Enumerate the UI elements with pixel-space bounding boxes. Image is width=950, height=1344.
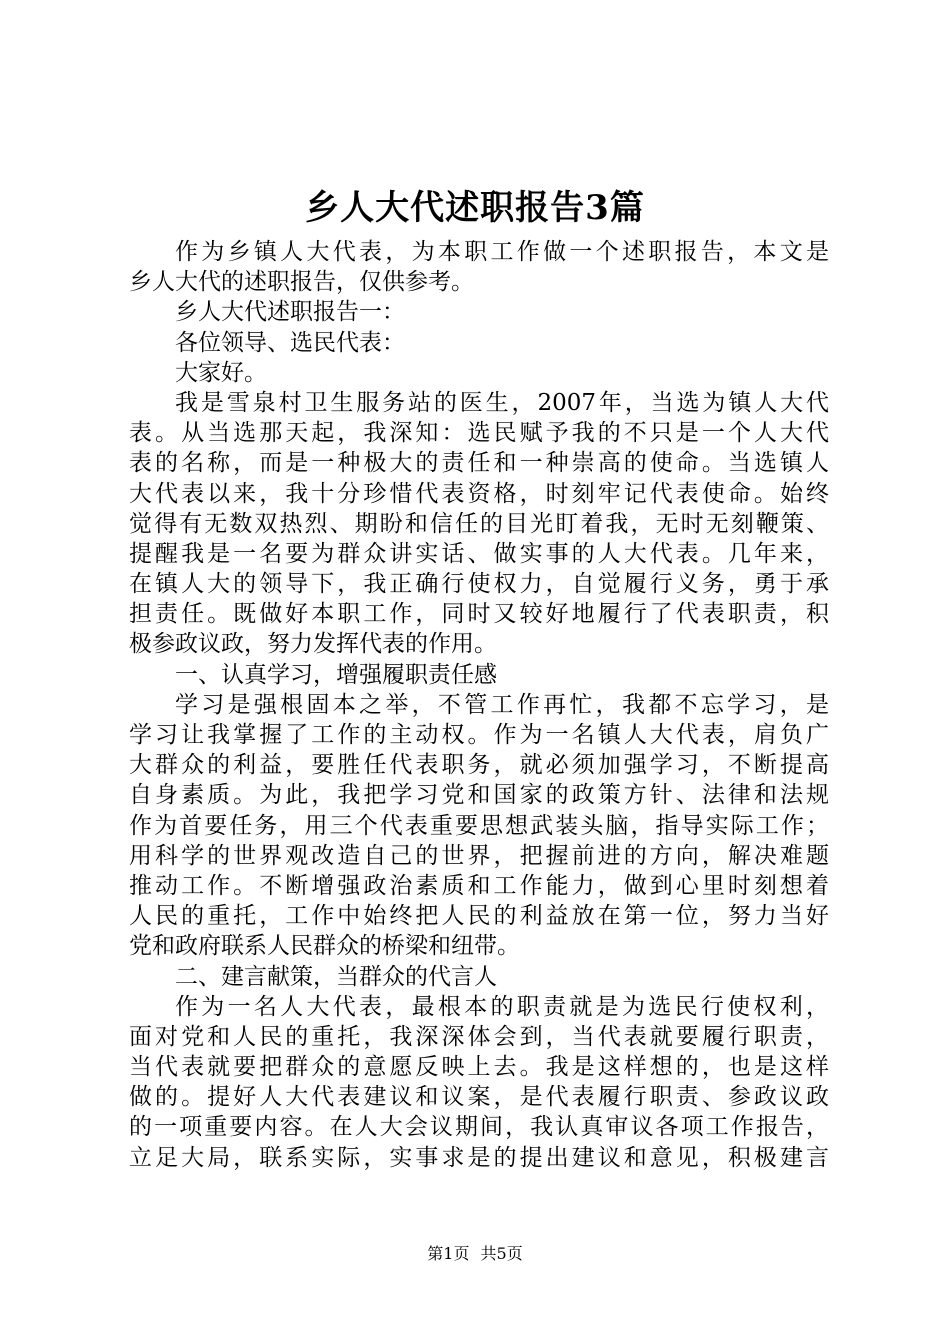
body-line: 乡人大代的述职报告，仅供参考。 bbox=[129, 269, 474, 296]
body-line: 表。从当选那天起，我深知：选民赋予我的不只是一个人大代 bbox=[129, 420, 829, 447]
body-line: 担责任。既做好本职工作，同时又较好地履行了代表职责，积 bbox=[129, 601, 829, 628]
section-heading: 一、认真学习，增强履职责任感 bbox=[175, 661, 497, 688]
body-line: 学习让我掌握了工作的主动权。作为一名镇人大代表，肩负广 bbox=[129, 722, 829, 748]
document-body bbox=[129, 237, 829, 1173]
document-title: 乡人大代述职报告3篇 bbox=[305, 188, 645, 228]
body-line: 表的名称，而是一种极大的责任和一种崇高的使命。当选镇人 bbox=[129, 450, 829, 477]
body-line: 乡人大代述职报告一： bbox=[175, 299, 405, 326]
body-line: 作为乡镇人大代表，为本职工作做一个述职报告，本文是 bbox=[175, 239, 829, 265]
page-footer bbox=[0, 1243, 950, 1265]
body-line: 的一项重要内容。在人大会议期间，我认真审议各项工作报告， bbox=[129, 1114, 829, 1141]
body-line: 学习是强根固本之举，不管工作再忙，我都不忘学习，是 bbox=[175, 691, 829, 718]
body-line: 提醒我是一名要为群众讲实话、做实事的人大代表。几年来， bbox=[129, 540, 829, 567]
body-line: 作为一名人大代表，最根本的职责就是为选民行使权利， bbox=[175, 993, 829, 1020]
section-heading: 二、建言献策，当群众的代言人 bbox=[175, 963, 497, 990]
body-line: 用科学的世界观改造自己的世界，把握前进的方向，解决难题 bbox=[129, 842, 829, 869]
body-line: 人民的重托，工作中始终把人民的利益放在第一位，努力当好 bbox=[129, 903, 829, 930]
body-line: 党和政府联系人民群众的桥梁和纽带。 bbox=[129, 933, 520, 960]
body-line: 面对党和人民的重托，我深深体会到，当代表就要履行职责， bbox=[129, 1023, 829, 1050]
body-line: 当代表就要把群众的意愿反映上去。我是这样想的，也是这样 bbox=[129, 1054, 829, 1081]
body-line: 立足大局，联系实际，实事求是的提出建议和意见，积极建言 bbox=[129, 1144, 829, 1171]
body-line: 觉得有无数双热烈、期盼和信任的目光盯着我，无时无刻鞭策、 bbox=[129, 510, 829, 537]
body-line: 大群众的利益，要胜任代表职务，就必须加强学习，不断提高 bbox=[129, 752, 829, 779]
body-line: 极参政议政，努力发挥代表的作用。 bbox=[129, 631, 497, 658]
body-line: 我是雪泉村卫生服务站的医生，2007年，当选为镇人大代 bbox=[175, 389, 829, 416]
body-line: 各位领导、选民代表： bbox=[175, 329, 405, 356]
body-line: 在镇人大的领导下，我正确行使权力，自觉履行义务，勇于承 bbox=[129, 571, 829, 598]
body-line: 大家好。 bbox=[175, 359, 267, 386]
page-number: 第1页 bbox=[427, 1244, 470, 1263]
body-line: 大代表以来，我十分珍惜代表资格，时刻牢记代表使命。始终 bbox=[129, 480, 829, 507]
body-line: 推动工作。不断增强政治素质和工作能力，做到心里时刻想着 bbox=[129, 872, 829, 899]
body-line: 自身素质。为此，我把学习党和国家的政策方针、法律和法规 bbox=[129, 782, 829, 809]
body-line: 做的。提好人大代表建议和议案，是代表履行职责、参政议政 bbox=[129, 1084, 829, 1111]
page-total: 共5页 bbox=[480, 1244, 523, 1263]
body-line: 作为首要任务，用三个代表重要思想武装头脑，指导实际工作； bbox=[129, 812, 829, 839]
